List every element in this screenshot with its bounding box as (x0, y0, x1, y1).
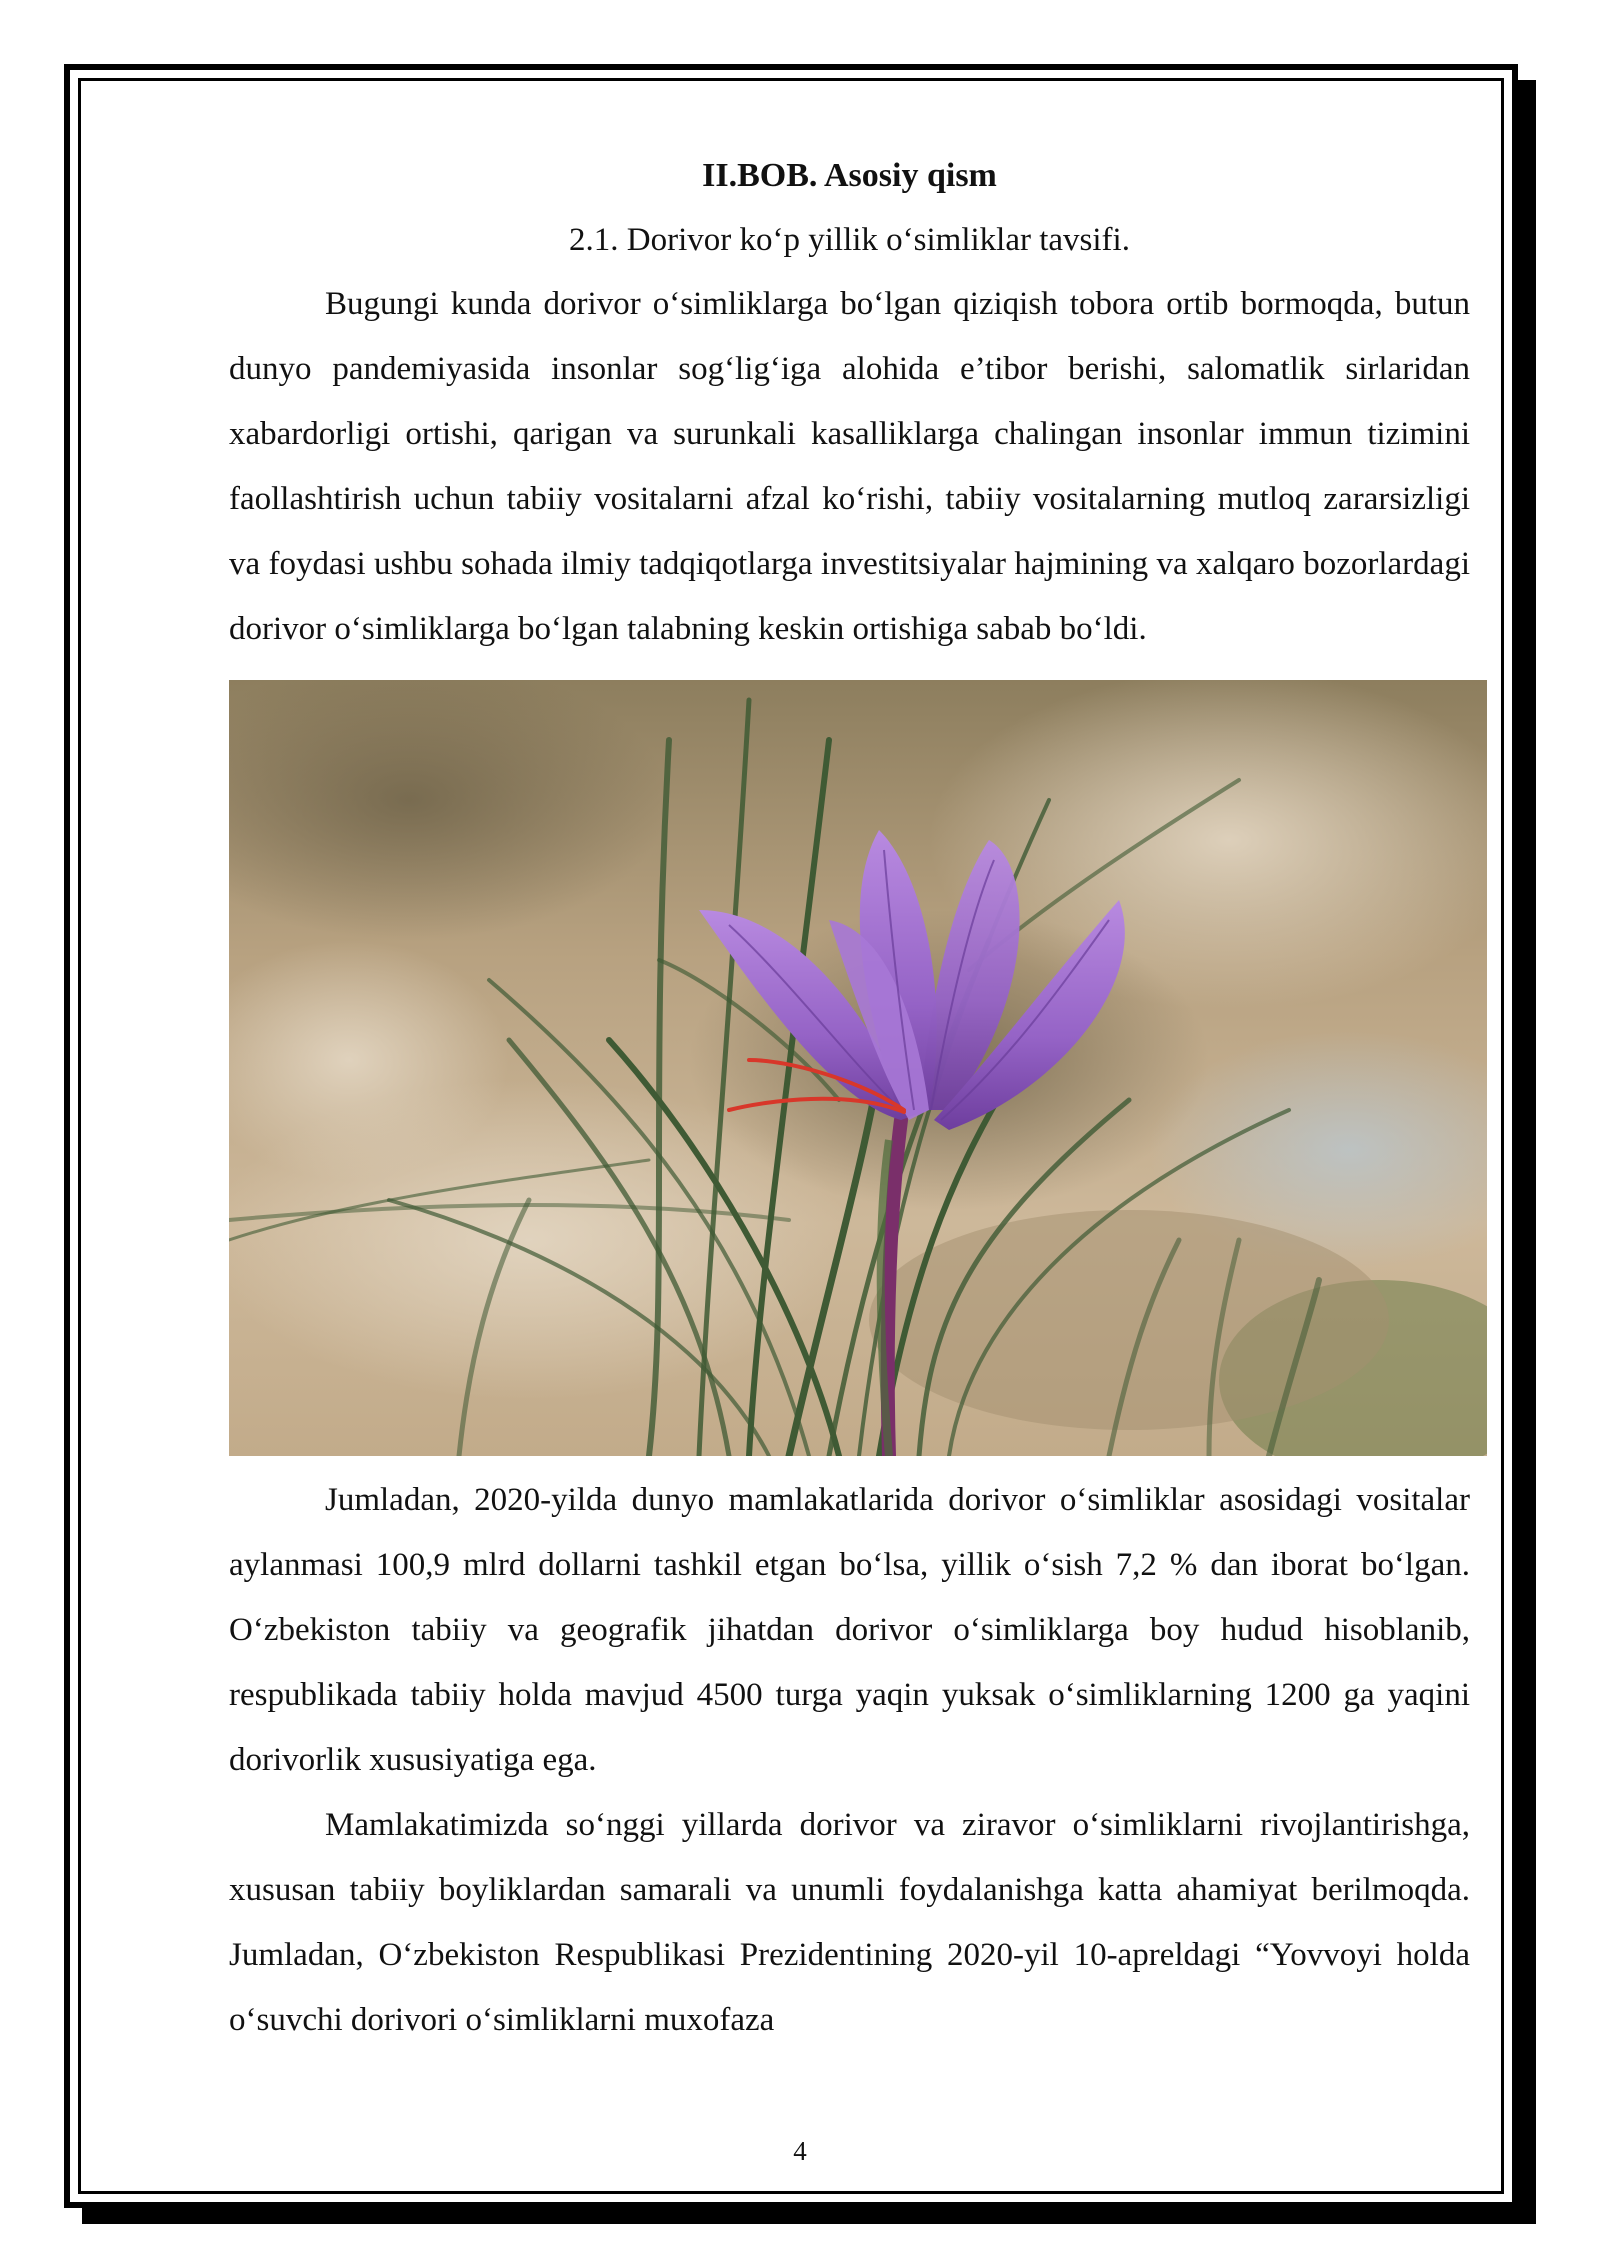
crocus-flower-photo (229, 680, 1487, 1456)
paragraph-policy: Mamlakatimizda so‘nggi yillarda dorivor va ziravor o‘simliklarni rivojlantirishga, xususan tabiiy boyliklardan samarali va unumli foydalanishga katta ahamiyat berilmoqda. Jumladan, O‘zbekiston Respublikasi Prezidentining 2020-yil 10-apreldagi “Yovvoyi holda o‘suvchi dorivori o‘simliklarni muxofaza (229, 1807, 1470, 2038)
section-title: 2.1. Dorivor ko‘p yillik o‘simliklar tavsifi. (569, 222, 1130, 258)
chapter-title: II.BOB. Asosiy qism (702, 157, 997, 194)
page-content (229, 144, 1470, 2053)
paragraph-statistics: Jumladan, 2020-yilda dunyo mamlakatlarida dorivor o‘simliklar asosidagi vositalar aylanmasi 100,9 mlrd dollarni tashkil etgan bo‘lsa, yillik o‘sish 7,2 % dan iborat bo‘lgan. O‘zbekiston tabiiy va geografik jihatdan dorivor o‘simliklarga boy hudud hisoblanib, respublikada tabiiy holda mavjud 4500 turga yaqin yuksak o‘simliklarning 1200 ga yaqini dorivorlik xususiyatiga ega. (229, 1482, 1470, 1778)
page-number: 4 (793, 2136, 807, 2166)
paragraph-intro: Bugungi kunda dorivor o‘simliklarga bo‘lgan qiziqish tobora ortib bormoqda, butun dunyo pandemiyasida insonlar sog‘lig‘iga alohida e’tibor berishi, salomatlik sirlaridan xabardorligi ortishi, qarigan va surunkali kasalliklarga chalingan insonlar immun tizimini faollashtirish uchun tabiiy vositalarni afzal ko‘rishi, tabiiy vositalarning mutloq zararsizligi va foydasi ushbu sohada ilmiy tadqiqotlarga investitsiyalar hajmining va xalqaro bozorlardagi dorivor o‘simliklarga bo‘lgan talabning keskin ortishiga sabab bo‘ldi. (229, 286, 1470, 647)
